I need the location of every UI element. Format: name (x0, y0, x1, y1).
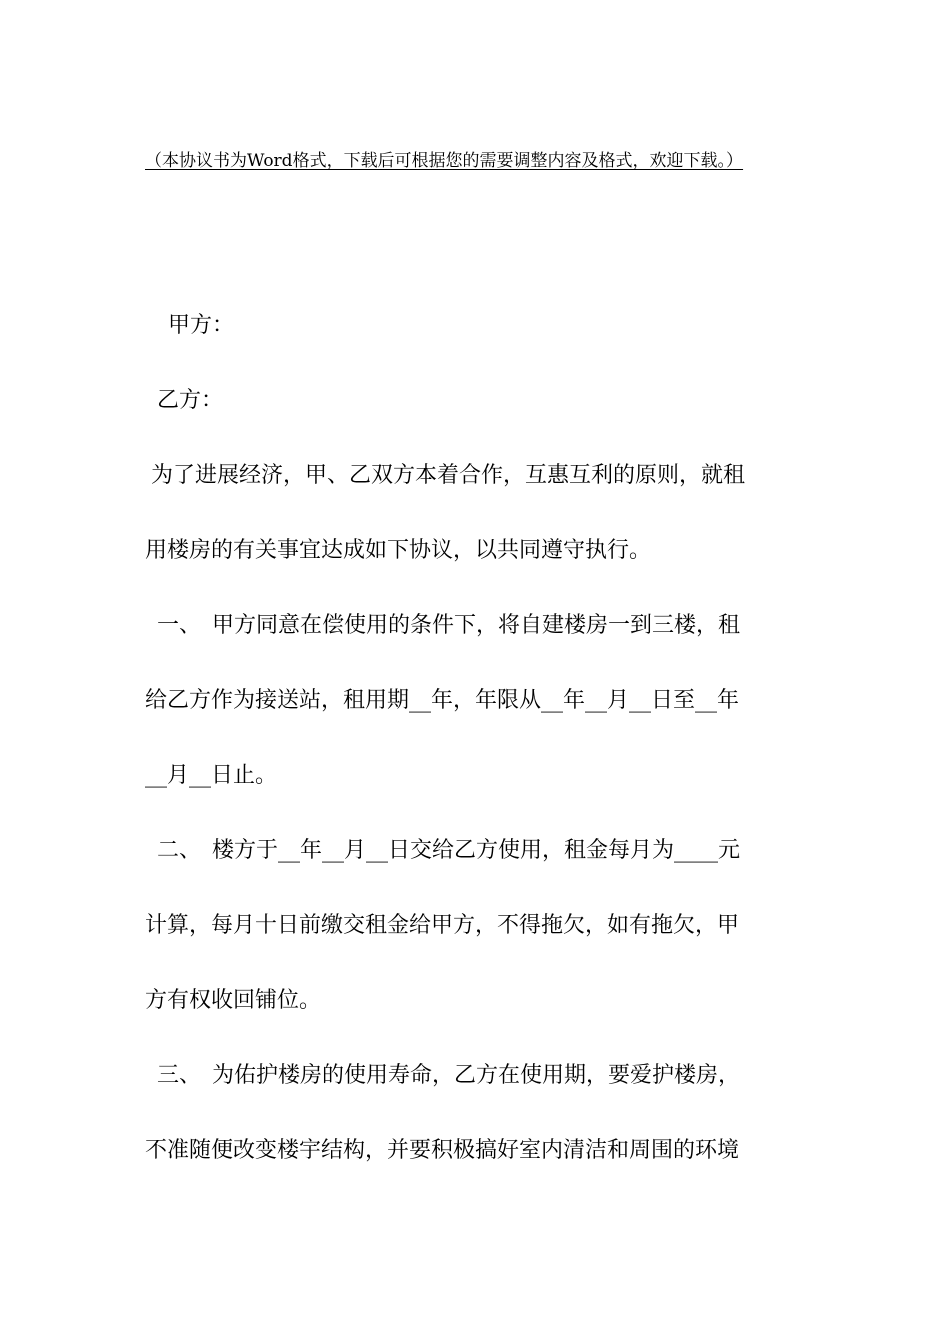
clause-1-line-3: __月__日止。 (145, 763, 278, 788)
clause-1-line-2: 给乙方作为接送站，租用期__年，年限从__年__月__日至__年 (145, 688, 740, 713)
clause-1-line-1: 一、 甲方同意在偿使用的条件下，将自建楼房一到三楼，租 (157, 613, 741, 638)
body-line-1: 为了进展经济，甲、乙双方本着合作，互惠互利的原则，就租 (151, 463, 746, 488)
clause-3-line-2: 不准随便改变楼宇结构，并要积极搞好室内清洁和周围的环境 (145, 1138, 740, 1163)
clause-2-line-1: 二、 楼方于__年__月__日交给乙方使用，租金每月为____元 (157, 838, 741, 863)
clause-2-line-2: 计算，每月十日前缴交租金给甲方，不得拖欠，如有拖欠，甲 (145, 913, 740, 938)
clause-2-line-3: 方有权收回铺位。 (145, 988, 322, 1013)
party-b-label: 乙方： (157, 388, 224, 413)
format-note: （本协议书为Word格式，下载后可根据您的需要调整内容及格式，欢迎下载。） (145, 151, 744, 171)
party-a-label: 甲方： (168, 313, 235, 338)
body-line-2: 用楼房的有关事宜达成如下协议，以共同遵守执行。 (145, 538, 652, 563)
clause-3-line-1: 三、 为佑护楼房的使用寿命，乙方在使用期，要爱护楼房， (157, 1063, 741, 1088)
